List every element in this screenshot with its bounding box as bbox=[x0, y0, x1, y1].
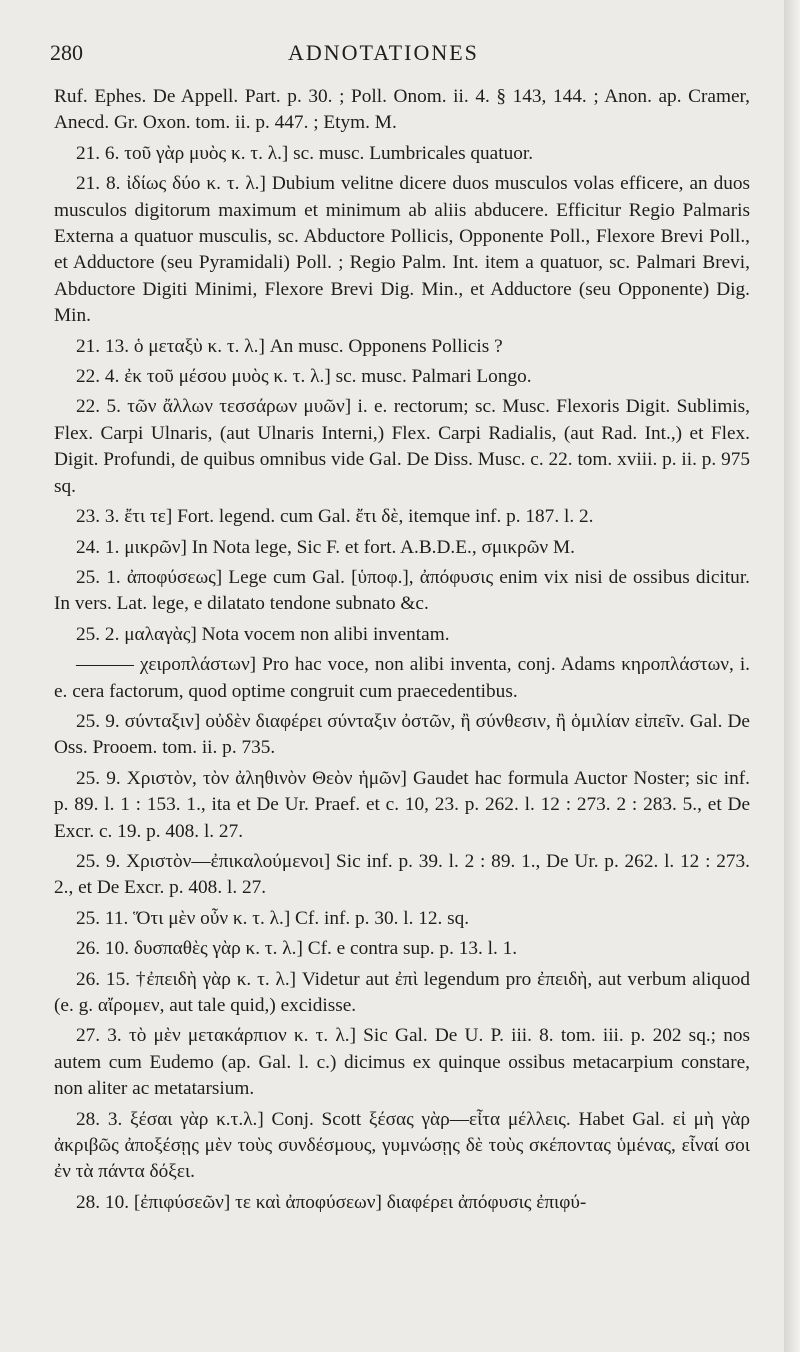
annotation-26-10: 26. 10. δυσπαθὲς γὰρ κ. τ. λ.] Cf. e contra sup. p. 13. l. 1. bbox=[76, 938, 518, 960]
annotations-body bbox=[54, 84, 750, 1220]
page-header bbox=[50, 40, 750, 74]
annotation-25-11: 25. 11. Ὅτι μὲν οὖν κ. τ. λ.] Cf. inf. p. 30. l. 12. sq. bbox=[76, 907, 470, 929]
annotation-26-15: 26. 15. †ἐπειδὴ γὰρ κ. τ. λ.] Videtur aut ἐπὶ legendum pro ἐπειδὴ, aut verbum aliquod (e. g. αἴρομεν, aut tale quid,) excidisse. bbox=[54, 968, 750, 1016]
annotation-25-9-c: 25. 9. Χριστὸν—ἐπικαλούμενοι] Sic inf. p. 39. l. 2 : 89. 1., De Ur. p. 262. l. 12 : 273. 2., et De Excr. p. 408. l. 27. bbox=[54, 850, 750, 899]
annotation-25-9-a: 25. 9. σύνταξιν] οὐδὲν διαφέρει σύνταξιν ὀστῶν, ἢ σύνθεσιν, ἢ ὁμιλίαν εἰπεῖν. Gal. De Oss. Prooem. tom. ii. p. 735. bbox=[54, 710, 750, 759]
annotation-25-1: 25. 1. ἀποφύσεως] Lege cum Gal. [ὑποφ.], ἀπόφυσις enim vix nisi de ossibus dicitur. In vers. Lat. lege, e dilatato tendone subnato &c. bbox=[54, 566, 750, 615]
annotation-25-2: 25. 2. μαλαγὰς] Nota vocem non alibi inventam. bbox=[76, 623, 450, 645]
annotation-25-2-continued: ——— χειροπλάστων] Pro hac voce, non alibi inventa, conj. Adams κηροπλάστων, i. e. cera factorum, quod optime congruit cum praecedentibus. bbox=[54, 654, 750, 702]
annotation-continuation: Ruf. Ephes. De Appell. Part. p. 30. ; Poll. Onom. ii. 4. § 143, 144. ; Anon. ap. Cramer, Anecd. Gr. Oxon. tom. ii. p. 447. ; Etym. M. bbox=[54, 86, 750, 134]
page-edge-shadow bbox=[784, 0, 800, 1352]
annotation-23-3: 23. 3. ἔτι τε] Fort. legend. cum Gal. ἔτι δὲ, itemque inf. p. 187. l. 2. bbox=[76, 506, 594, 528]
annotation-21-13: 21. 13. ὁ μεταξὺ κ. τ. λ.] An musc. Opponens Pollicis ? bbox=[76, 335, 503, 357]
annotation-22-4: 22. 4. ἐκ τοῦ μέσου μυὸς κ. τ. λ.] sc. musc. Palmari Longo. bbox=[76, 366, 532, 388]
annotation-21-8: 21. 8. ἰδίως δύο κ. τ. λ.] Dubium velitne dicere duos musculos volas efficere, an duos musculos digitorum maximum et minimum ab aliis abducere. Efficitur Regio Palmaris Externa a quatuor musculis, sc. Abductore Pollicis, Opponente Poll., Flexore Brevi Poll., et Adductore (seu Pyramidali) Poll. ; Regio Palm. Int. item a quatuor, sc. Palmari Brevi, Abductore Digiti Minimi, Flexore Brevi Dig. Min., et Adductore (seu Opponente) Dig. Min. bbox=[54, 173, 750, 327]
annotation-22-5: 22. 5. τῶν ἄλλων τεσσάρων μυῶν] i. e. rectorum; sc. Musc. Flexoris Digit. Sublimis, Flex. Carpi Ulnaris, (aut Ulnaris Interni,) Flex. Carpi Radialis, (aut Rad. Int.,) et Flex. Digit. Profundi, de quibus omnibus vide Gal. De Diss. Musc. c. 22. tom. xviii. p. ii. p. 975 sq. bbox=[54, 396, 750, 497]
page-number: 280 bbox=[50, 40, 83, 65]
annotation-24-1: 24. 1. μικρῶν] In Nota lege, Sic F. et fort. A.B.D.E., σμικρῶν M. bbox=[76, 536, 575, 558]
annotation-25-9-b: 25. 9. Χριστὸν, τὸν ἀληθινὸν Θεὸν ἡμῶν] Gaudet hac formula Auctor Noster; sic inf. p. 89. l. 1 : 153. 1., ita et De Ur. Praef. et c. 10, 23. p. 262. l. 12 : 273. 2 : 283. 5., et De Excr. c. 19. p. 408. l. 27. bbox=[54, 767, 750, 842]
annotation-28-3: 28. 3. ξέσαι γὰρ κ.τ.λ.] Conj. Scott ξέσας γὰρ—εἶτα μέλλεις. Habet Gal. εἰ μὴ γὰρ ἀκριβῶς ἀποξέσῃς μὲν τοὺς συνδέσμους, γυμνώσῃς δὲ τοὺς σκέποντας ὑμένας, εἶναί σοι ἐν τὰ πάντα δόξει. bbox=[54, 1108, 750, 1183]
running-head: ADNOTATIONES bbox=[288, 40, 479, 65]
annotation-28-10: 28. 10. [ἐπιφύσεῶν] τε καὶ ἀποφύσεων] διαφέρει ἀπόφυσις ἐπιφύ- bbox=[76, 1191, 587, 1213]
annotation-27-3: 27. 3. τὸ μὲν μετακάρπιον κ. τ. λ.] Sic Gal. De U. P. iii. 8. tom. iii. p. 202 sq.; nos autem cum Eudemo (ap. Gal. l. c.) dicimus ex quinque ossibus metacarpium constare, non aliter ac metatarsium. bbox=[54, 1025, 750, 1100]
annotation-21-6: 21. 6. τοῦ γὰρ μυὸς κ. τ. λ.] sc. musc. Lumbricales quatuor. bbox=[76, 142, 534, 164]
